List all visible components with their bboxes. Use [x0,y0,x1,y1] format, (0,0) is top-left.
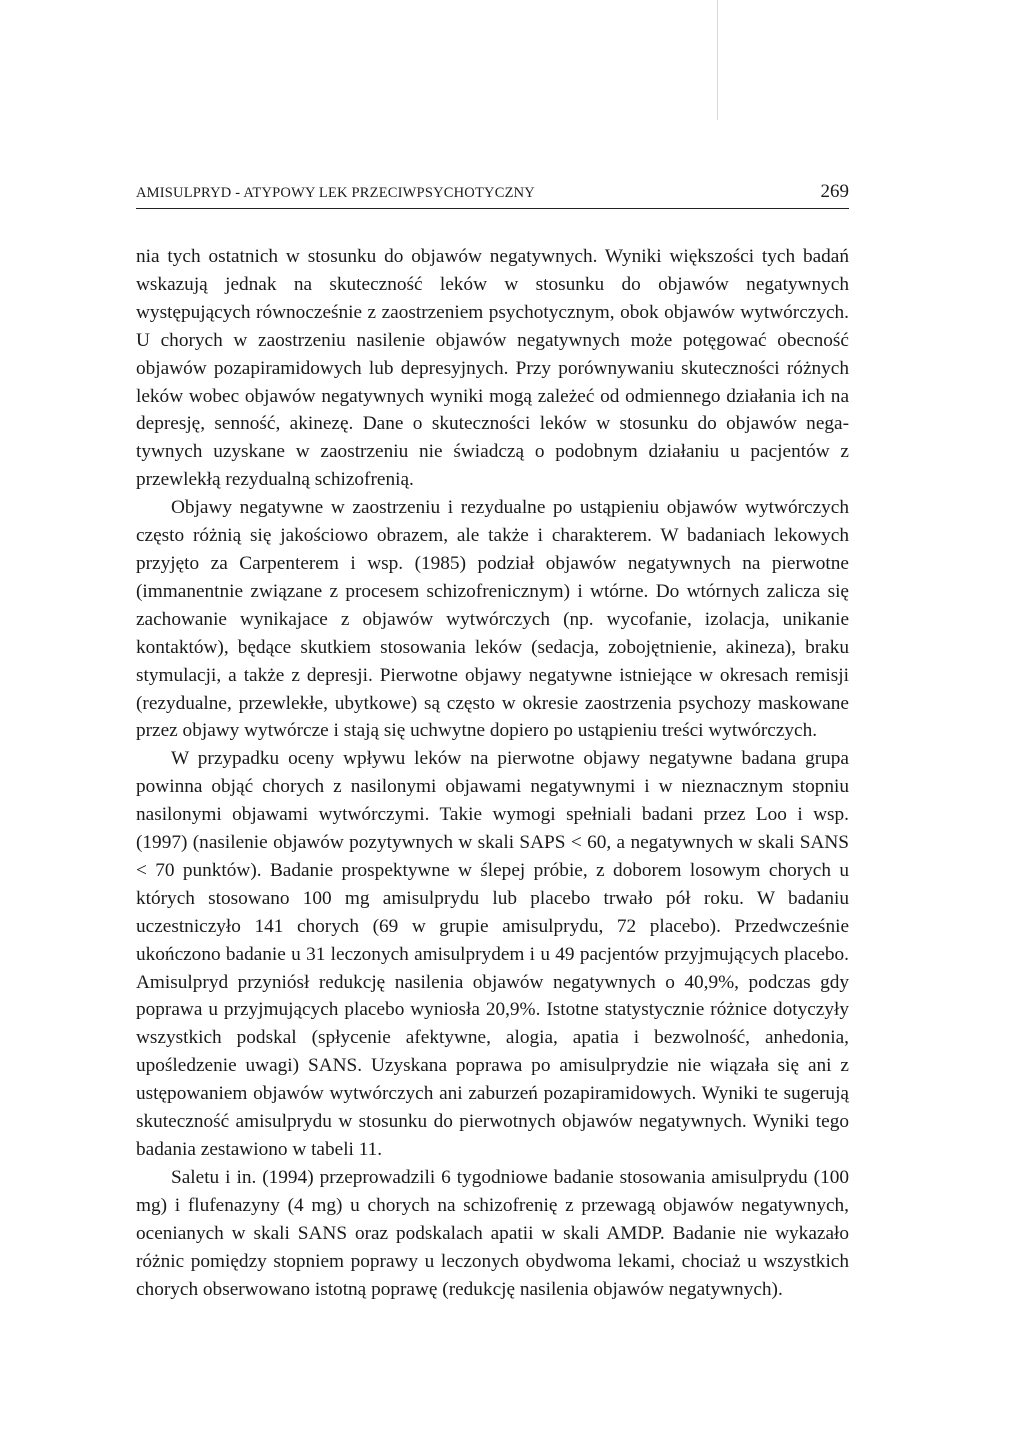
scan-artifact-line [717,0,718,120]
page-number: 269 [820,181,849,202]
paragraph-2: Objawy negatywne w zaostrzeniu i rezydualne po ustąpieniu objawów wytwórczych często różnią się jakościowo obrazem, ale także i charakterem. W badaniach lekowych przyjęto za Carpenterem i wsp. (1985) podział objawów negatywnych na pierwotne (immanentnie związane z procesem schizofrenicznym) i wtórne. Do wtórnych zalicza się zachowanie wynikajace z objawów wytwórczych (np. wycofanie, izolacja, unikanie kontaktów), będące skutkiem stosowania leków (sedacja, zobojętnienie, akineza), braku stymulacji, a także z depresji. Pierwotne objawy negatywne istniejące w okresach remisji (rezydualne, przewlekłe, ubytkowe) są często w okresie zaostrzenia psychozy maskowane przez objawy wytwórcze i stają się uchwytne dopiero po ustąpieniu treści wytwórczych. [136,497,849,742]
paragraph-3: W przypadku oceny wpływu leków na pierwotne objawy negatywne badana grupa powinna objąć chorych z nasilonymi objawami negatywnymi i w nieznacznym stopniu nasilonymi objawami wytwórczymi. Takie wymogi spełniali badani przez Loo i wsp. (1997) (nasilenie objawów pozytywnych w skali SAPS < 60, a negatywnych w skali SANS < 70 punktów). Badanie prospektywne w ślepej próbie, z doborem losowym chorych u których stosowano 100 mg amisulprydu lub placebo trwało pół roku. W badaniu uczestniczyło 141 chorych (69 w grupie amisulprydu, 72 placebo). Przedwcześnie ukończono badanie u 31 leczonych amisulprydem i u 49 pacjentów przyjmujących placebo. Amisulpryd przyniósł redukcję nasilenia objawów negatywnych o 40,9%, podczas gdy poprawa u przyjmujących placebo wyniosła 20,9%. Istotne statystycznie różnice dotyczyły wszystkich podskal (spłycenie afektywne, alogia, apatia i bezwolność, anhedonia, upośledzenie uwagi) SANS. Uzyskana poprawa po amisulprydzie nie wiązała się ani z ustępowaniem objawów wytwórczych ani zaburzeń pozapiramidowych. Wyniki te sugerują skuteczność amisulprydu w stosunku do pierwotnych objawów negatywnych. Wyniki tego badania zestawiono w tabeli 11. [136,748,849,1160]
running-header-title: AMISULPRYD - ATYPOWY LEK PRZECIWPSYCHOTYCZNY [136,185,535,201]
book-page [136,181,849,1303]
body-text [136,243,849,1303]
running-header [136,181,849,209]
paragraph-1: nia tych ostatnich w stosunku do objawów negatywnych. Wyniki większości tych badań wskazują jednak na skuteczność leków w stosunku do objawów negatywnych występujących równocześnie z zaostrzeniem psychotycznym, obok objawów wytwórczych. U chorych w zaostrzeniu nasilenie objawów negatywnych może potęgować obecność objawów pozapiramidowych lub depresyjnych. Przy porównywaniu skuteczności różnych leków wobec objawów negatywnych wyniki mogą zależeć od odmiennego działania ich na depresję, senność, akinezę. Dane o skuteczności leków w stosunku do objawów negatywnych uzyskane w zaostrzeniu nie świadczą o podobnym działaniu u pacjentów z przewlekłą rezydualną schizofrenią. [136,246,849,491]
paragraph-4: Saletu i in. (1994) przeprowadzili 6 tygodniowe badanie stosowania amisulprydu (100 mg) i flufenazyny (4 mg) u chorych na schizofrenię z przewagą objawów negatywnych, ocenianych w skali SANS oraz podskalach apatii w skali AMDP. Badanie nie wykazało różnic pomiędzy stopniem poprawy u leczonych obydwoma lekami, chociaż u wszystkich chorych obserwowano istotną poprawę (redukcję nasilenia objawów negatywnych). [136,1166,849,1300]
